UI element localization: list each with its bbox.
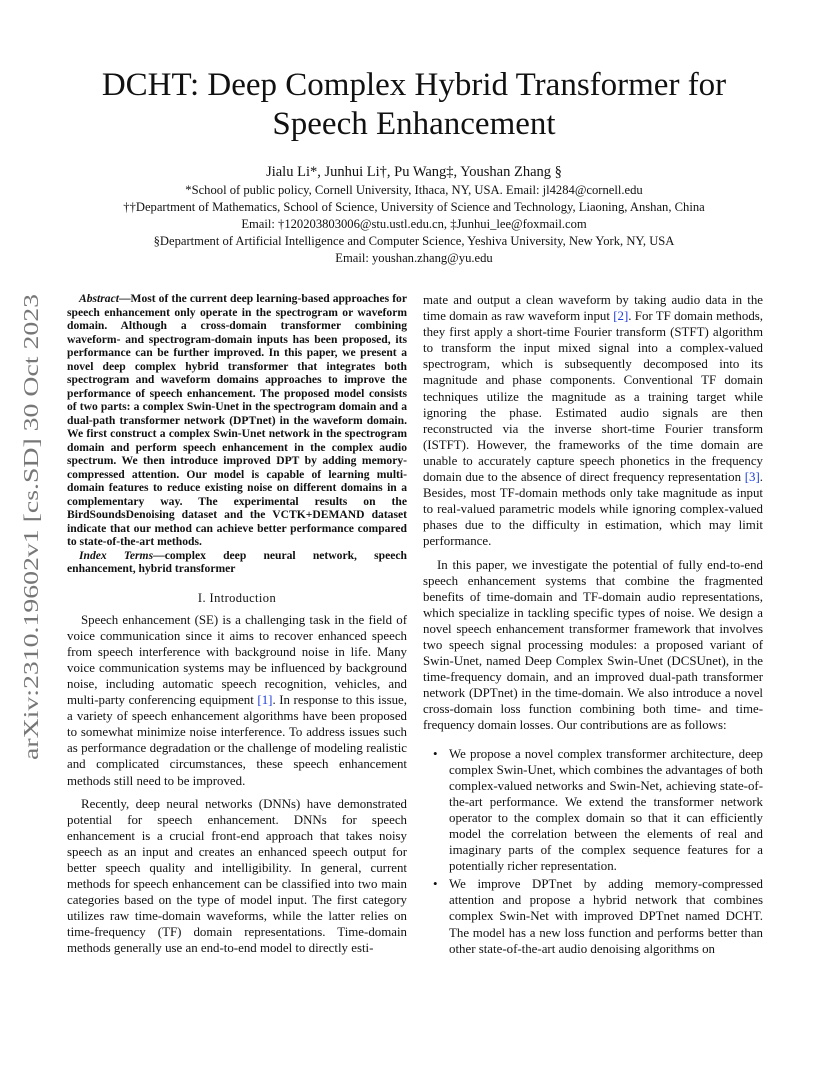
paragraph-text: Speech enhancement (SE) is a challenging task in the field of voice communication since it aims to recover enhanced speech from speech interference with background noise in life. Many voice communication systems may be influenced by background noise, including automatic speech recognition, vehicles, and multi-party conferencing equipment: [67, 612, 407, 708]
index-terms: [67, 549, 407, 576]
paper-title: [40, 66, 788, 144]
bullet-icon: •: [433, 877, 438, 892]
affiliation-line: Email: †120203803006@stu.ustl.edu.cn, ‡Junhui_lee@foxmail.com: [241, 217, 587, 231]
abstract-label: Abstract: [79, 292, 119, 305]
left-column: [67, 292, 407, 957]
affiliation-line: *School of public policy, Cornell University, Ithaca, NY, USA. Email: jl4284@cornell.edu: [185, 183, 643, 197]
list-item-text: We improve DPTnet by adding memory-compressed attention and propose a hybrid network that combines complex Swin-Net with improved DPTnet named DCHT. The model has a new loss function and performs better than other state-of-the-art audio denoising algorithms on: [449, 877, 763, 956]
section-heading-introduction: I. Introduction: [197, 590, 277, 605]
paragraph-text: Recently, deep neural networks (DNNs) have demonstrated potential for speech enhancement. DNNs for speech enhancement is a crucial front-end approach that takes noisy speech as an input and creates an enhanced speech output for better speech quality and intelligibility. In general, current methods for speech enhancement can be classified into two main categories based on the type of model input. The first category utilizes raw time-domain waveforms, while the latter relies on time-frequency (TF) domain representations. Time-domain methods generally use an end-to-end model to directly esti-: [67, 796, 407, 956]
index-terms-label: Index Terms: [79, 548, 154, 562]
abstract: [67, 292, 407, 549]
affiliation-line: Email: youshan.zhang@yu.edu: [335, 251, 493, 265]
affiliation-line: ††Department of Mathematics, School of Science, University of Science and Technology, Liaoning, Anshan, China: [123, 200, 705, 214]
citation-link[interactable]: [3]: [744, 470, 760, 485]
title-line-2: Speech Enhancement: [272, 106, 556, 142]
affiliations: [30, 182, 798, 267]
arxiv-stamp: [14, 290, 44, 760]
arxiv-id: arXiv:2310.19602v1 [cs.SD] 30 Oct 2023: [19, 407, 43, 760]
list-item: [433, 746, 763, 875]
bullet-icon: •: [433, 746, 438, 761]
title-line-1: DCHT: Deep Complex Hybrid Transformer for: [101, 67, 727, 103]
index-terms-text: —complex deep neural network, speech enhancement, hybrid transformer: [67, 548, 407, 575]
author-list: Jialu Li*, Junhui Li†, Pu Wang‡, Youshan Zhang §: [266, 164, 562, 180]
paragraph-text: mate and output a clean waveform by taking audio data in the time domain as raw waveform input: [423, 293, 763, 324]
list-item: [433, 876, 763, 956]
list-item-text: We propose a novel complex transformer architecture, deep complex Swin-Unet, which combines the advantages of both complex-valued networks and Swin-Net, achieving state-of-the-art performance. We extend the transformer network operator to the complex domain so that it can efficiently model the correlation between the elements of real and imaginary parts of the complex sequence features for a potentially richer representation.: [449, 746, 763, 874]
paragraph-text: . Besides, most TF-domain methods only take magnitude as input to real-valued parametric models while ignoring complex-valued phases due to the difficulty in estimation, which may limit performance.: [423, 470, 763, 549]
intro-paragraph-1: [67, 612, 407, 789]
paragraph-text: . For TF domain methods, they first apply a short-time Fourier transform (STFT) algorithm to transform the input mixed signal into a complex-valued spectrogram, which is subsequently decomposed into its magnitude and phase components. Conventional TF domain techniques utilize the magnitude as a training target while ignoring the phase. Estimated audio signals are then reconstructed via the inverse short-time Fourier transform (ISTFT). However, the frameworks of the time domain are unable to accurately capture speech phonetics in the frequency domain due to the absence of direct frequency representation: [423, 309, 763, 485]
right-column: [423, 292, 763, 959]
affiliation-line: §Department of Artificial Intelligence and Computer Science, Yeshiva University, New York, NY, USA: [153, 234, 675, 248]
intro-paragraph-2: [67, 796, 407, 957]
intro-paragraph-3: In this paper, we investigate the potential of fully end-to-end speech enhancement systems that combine the fragmented benefits of time-domain and TF-domain audio representations, which specialize in tackling specific types of noise. We design a novel speech enhancement transformer framework that involves two speech signal processing modules: a proposed variant of Swin-Unet, named Deep Complex Swin-Unet (DCSUnet), in the time-frequency domain, and an improved dual-path transformer network (DPTnet) in the time-domain. We also introduce a novel cross-domain loss function combining both time- and time-frequency domain losses. Our contributions are as follows:: [423, 557, 763, 733]
paragraph-text: . In response to this issue, a variety of speech enhancement algorithms have been proposed to somewhat minimize noise interference. To address issues such as performance degradation or the challenge of modeling realistic and complicated circumstances, these speech enhancement methods still need to be improved.: [67, 693, 407, 788]
arxiv-sidebar: [14, 290, 44, 760]
intro-paragraph-2-continued: [423, 292, 763, 550]
contribution-list: [423, 746, 763, 957]
citation-link[interactable]: [2]: [613, 309, 629, 324]
abstract-text: —Most of the current deep learning-based approaches for speech enhancement only operate in the spectrogram or waveform domain. Although a cross-domain transformer combining waveform- and spectrogram-domain inputs has been proposed, its performance can be further improved. In this paper, we present a novel deep complex hybrid transformer that integrates both spectrogram and waveform domains approaches to improve the performance of speech enhancement. The proposed model consists of two parts: a complex Swin-Unet in the spectrogram domain and a dual-path transformer network (DPTnet) in the waveform domain. We first construct a complex Swin-Unet network in the spectrogram domain and perform speech enhancement in the complex audio spectrum. We then introduce improved DPT by adding memory-compressed attention. Our model is capable of learning multi-domain features to reduce existing noise on different domains in a complementary way. The experimental results on the BirdSoundsDenoising dataset and the VCTK+DEMAND dataset indicate that our method can achieve better performance compared to state-of-the-art methods.: [67, 292, 407, 548]
citation-link[interactable]: [1]: [257, 693, 273, 708]
